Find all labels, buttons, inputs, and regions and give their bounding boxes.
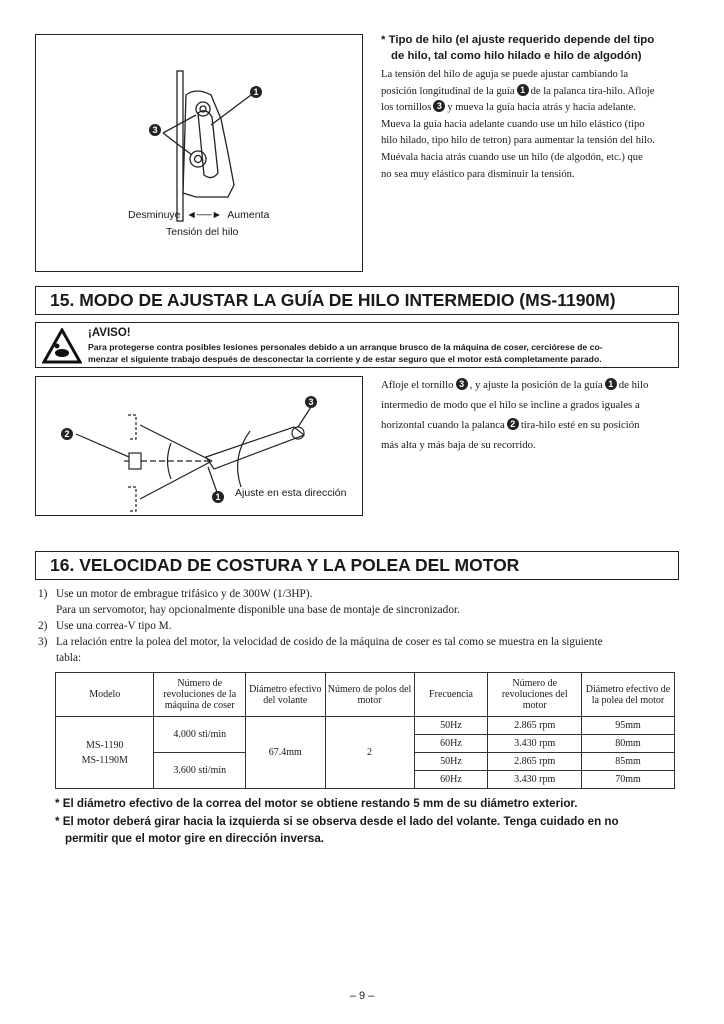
thread-type-section <box>381 32 681 183</box>
table-row: MS-1190 MS-1190M 4.000 sti/min 67.4mm 2 50Hz 2.865 rpm 95mm <box>56 717 675 735</box>
table-row: 60Hz 3.430 rpm 80mm <box>56 735 675 753</box>
tension-caption: Tensión del hilo <box>166 226 239 238</box>
figure-thread-guide <box>35 34 363 272</box>
warning-title: ¡AVISO! <box>88 327 131 339</box>
callout-2-fig2: 2 <box>61 428 73 440</box>
note-motor-direction: * El motor deberá girar hacia la izquierda si se observa desde el lado del volante. Tenga cuidado en no permitir que el motor gire en dirección inversa. <box>55 815 619 845</box>
figure-intermediate-guide <box>35 376 363 516</box>
decrease-label: Desminuye <box>128 209 181 221</box>
list-item: 3) La relación entre la polea del motor, la velocidad de cosido de la máquina de coser es tal como se muestra en la siguiente tabla: <box>38 636 603 664</box>
table-row: 3.600 sti/min 50Hz 2.865 rpm 85mm <box>56 753 675 771</box>
section-16-heading: 16. VELOCIDAD DE COSTURA Y LA POLEA DEL MOTOR <box>35 551 679 580</box>
section-16-list <box>38 586 688 666</box>
list-item: 2) Use una correa-V tipo M. <box>38 620 172 632</box>
warning-text: Para protegerse contra posibles lesiones personales debido a un arranque brusco de la máquina de coser, cerciórese de co- menzar el siguiente trabajo después de desconectar la corriente y de estar seguro que el motor está completamente parado. <box>88 342 603 364</box>
section-15-heading: 15. MODO DE AJUSTAR LA GUÍA DE HILO INTERMEDIO (MS-1190M) <box>35 286 679 315</box>
page-number: – 9 – <box>349 990 375 1002</box>
callout-1-fig1: 1 <box>250 86 262 98</box>
thread-type-title-1: * Tipo de hilo (el ajuste requerido depende del tipo <box>381 34 655 46</box>
thread-type-paragraph: La tensión del hilo de aguja se puede ajustar cambiando la posición longitudinal de la guía 1 de la palanca tira-hilo. Afloje los tornillos 3 y mueva la guía hacia atrás y hacia adelante. Mueva la guía hacia adelante cuando use un hilo elástico (tipo hilo hilado, tipo hilo de tetron) para aumentar la tensión del hilo. Muévala hacia atrás cuando use un hilo (de algodón, etc.) que no sea muy elástico para disminuir la tensión. <box>381 69 655 180</box>
list-item: 1) Use un motor de embrague trifásico y de 300W (1/3HP). Para un servomotor, hay opcionalmente disponible una base de montaje de sincronizador. <box>38 588 460 616</box>
callout-3-fig2: 3 <box>305 396 317 408</box>
table-header-row: Modelo Número de revoluciones de la máquina de coser Diámetro efectivo del volante Número de polos del motor Frecuencia Número de revoluciones del motor Diámetro efectivo de la polea del motor <box>56 673 675 717</box>
increase-label: Aumenta <box>227 209 270 221</box>
note-belt-diameter: * El diámetro efectivo de la correa del motor se obtiene restando 5 mm de su diámetro exterior. <box>55 797 578 810</box>
thread-type-title-2: de hilo, tal como hilo hilado e hilo de algodón) <box>391 50 642 62</box>
callout-1-fig2: 1 <box>212 491 224 503</box>
warning-box <box>35 322 679 368</box>
callout-3-fig1: 3 <box>149 124 161 136</box>
table-row: 60Hz 3.430 rpm 70mm <box>56 771 675 789</box>
speed-pulley-table <box>55 672 675 789</box>
ref-3: 3 <box>433 100 445 112</box>
ref-1: 1 <box>517 84 529 96</box>
adjust-direction-label: Ajuste en esta dirección <box>235 487 347 499</box>
section-15-paragraph: Afloje el tornillo 3 , y ajuste la posición de la guía 1 de hilo intermedio de modo que el hilo se incline a grados iguales a horizontal cuando la palanca 2 tira-hilo esté en su posición más alta y más baja de su recorrido. <box>381 379 649 451</box>
double-arrow-icon: ◄──► <box>183 209 225 221</box>
tension-scale <box>128 209 308 221</box>
warning-triangle-icon <box>42 328 82 364</box>
